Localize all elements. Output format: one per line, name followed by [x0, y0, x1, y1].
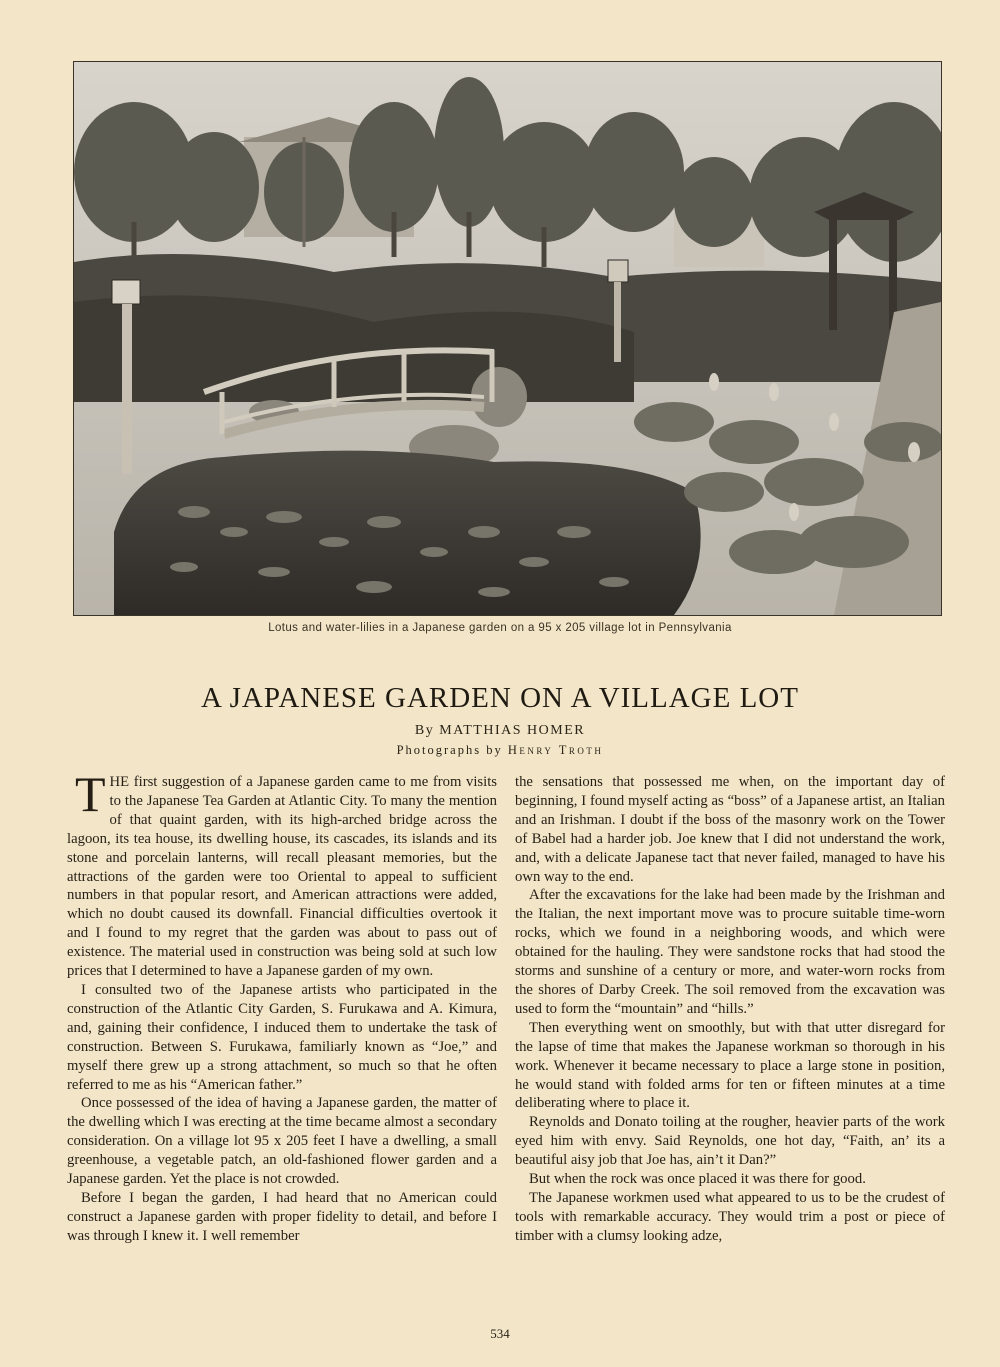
photo-caption: Lotus and water-lilies in a Japanese garden on a 95 x 205 village lot in Pennsylvania — [268, 622, 732, 634]
paragraph: the sensations that possessed me when, on the important day of beginning, I found myself acting as “boss” of a Japanese artist, an Italian and an Irishman. I doubt if the boss of the masonry work on the Tower of Babel had a harder job. Joe knew that I did not understand the work, and, with a delicate Japanese tact that never failed, managed to have his own way to the end. — [515, 774, 945, 885]
photo-credit-prefix: Photographs by — [396, 743, 503, 757]
article-byline: By MATTHIAS HOMER — [414, 723, 586, 738]
paragraph: The Japanese workmen used what appeared to us to be the crudest of tools with remarkable accuracy. They would trim a post or piece of timber with a clumsy looking adze, — [515, 1189, 945, 1244]
paragraph: I consulted two of the Japanese artists who participated in the construction of the Atlantic City Garden, S. Furukawa and A. Kimura, and, gaining their confidence, I induced them to undertake the task of construction. Between S. Furukawa, familiarly known as “Joe,” and myself there grew up a strong attachment, so much so that he often referred to me as his “American father.” — [67, 981, 497, 1093]
page-number: 534 — [490, 1326, 510, 1341]
paragraph: Before I began the garden, I had heard that no American could construct a Japanese garden with proper fidelity to detail, and before I was through I knew it. I well remember — [67, 1189, 497, 1244]
garden-photograph — [73, 61, 942, 616]
right-column — [515, 773, 945, 1246]
article-title: A JAPANESE GARDEN ON A VILLAGE LOT — [201, 682, 799, 714]
paragraph: THE first suggestion of a Japanese garden came to me from visits to the Japanese Tea Garden at Atlantic City. To many the mention of that quaint garden, with its high-arched bridge across the lagoon, its tea house, its dwelling house, its cascades, its islands and its stone and porcelain lanterns, will recall pleasant memories, but the attractions of the garden were too Oriental to appeal to sufficient numbers in that popular resort, and American attractions were added, which no doubt caused its downfall. Financial difficulties overtook it and I found to my regret that the garden was about to pass out of existence. The material used in construction was being sold at such low prices that I determined to have a Japanese garden of my own. — [67, 766, 497, 980]
photo-credit-name: Henry Troth — [507, 743, 604, 757]
paragraph: After the excavations for the lake had been made by the Irishman and the Italian, the next important move was to procure suitable time-worn rocks, which we found in a neighboring woods, and which were obtained for the hauling. They were sandstone rocks that had stood the storms and sunshine of a century or more, and water-worn rocks from the shores of Darby Creek. The soil removed from the excavation was used to form the “mountain” and “hills.” — [515, 887, 945, 1017]
garden-photo-illustration — [74, 62, 941, 615]
paragraph: But when the rock was once placed it was there for good. — [529, 1171, 866, 1188]
drop-cap: T — [75, 766, 106, 822]
photo-credit — [0, 743, 1000, 758]
left-column — [67, 766, 497, 1246]
paragraph: Then everything went on smoothly, but with that utter disregard for the lapse of time that makes the Japanese workman so thorough in his work. Whenever it became necessary to place a large stone in position, he would stand with folded arms for ten or fifteen minutes at a time deliberating where to place it. — [515, 1019, 945, 1112]
paragraph: Reynolds and Donato toiling at the rougher, heavier parts of the work eyed him with envy. Said Reynolds, one hot day, “Faith, an’ its a beautiful aisy job that Joe has, ain’t it Dan?” — [515, 1114, 945, 1169]
paragraph: Once possessed of the idea of having a Japanese garden, the matter of the dwelling which I was erecting at the time became almost a secondary consideration. On a village lot 95 x 205 feet I have a dwelling, a small greenhouse, a vegetable patch, an old-fashioned flower garden and a Japanese garden. Yet the place is not crowded. — [67, 1095, 497, 1188]
